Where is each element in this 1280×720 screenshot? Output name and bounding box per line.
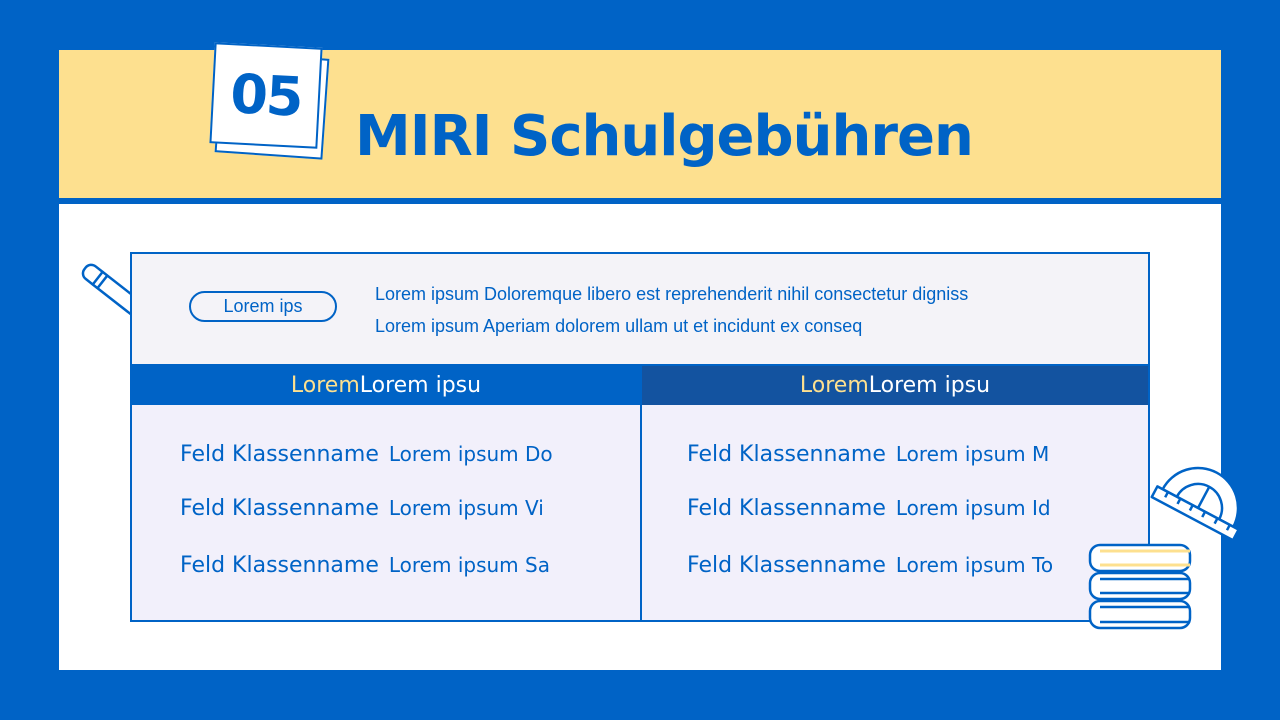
intro-tag: Lorem ips [189, 291, 337, 322]
slide-number-badge [209, 42, 322, 149]
intro-section [132, 254, 1148, 366]
row-value: Lorem ipsum To [895, 553, 1054, 577]
list-item [687, 553, 1053, 578]
intro-line-2: Lorem ipsum Aperiam dolorem ullam ut et incidunt ex conseq [375, 316, 863, 336]
column-header-right [642, 366, 1148, 405]
column-header-text: Lorem ipsu [868, 373, 991, 398]
row-label: Feld Klassenname [687, 442, 886, 467]
list-item [687, 496, 1051, 521]
list-item [180, 496, 544, 521]
row-value: Lorem ipsum Do [388, 442, 553, 466]
books-icon [1088, 542, 1194, 632]
row-label: Feld Klassenname [180, 496, 379, 521]
row-label: Feld Klassenname [180, 553, 379, 578]
protractor-icon [1148, 466, 1244, 550]
slide-number: 05 [228, 62, 304, 129]
column-header-accent: Lorem [290, 373, 360, 398]
list-item [180, 442, 553, 467]
row-value: Lorem ipsum Sa [388, 553, 550, 577]
intro-line-1: Lorem ipsum Doloremque libero est reprehenderit nihil consectetur digniss [375, 284, 969, 304]
column-divider [640, 366, 642, 620]
list-item [180, 553, 550, 578]
row-value: Lorem ipsum M [895, 442, 1050, 466]
page-title: MIRI Schulgebühren [355, 104, 973, 169]
row-label: Feld Klassenname [687, 496, 886, 521]
row-value: Lorem ipsum Id [895, 496, 1051, 520]
column-header-left [132, 366, 640, 405]
fees-panel [130, 252, 1150, 622]
header-divider [59, 198, 1221, 204]
row-value: Lorem ipsum Vi [388, 496, 544, 520]
row-label: Feld Klassenname [180, 442, 379, 467]
list-item [687, 442, 1049, 467]
row-label: Feld Klassenname [687, 553, 886, 578]
column-header-accent: Lorem [799, 373, 869, 398]
column-header-text: Lorem ipsu [359, 373, 482, 398]
